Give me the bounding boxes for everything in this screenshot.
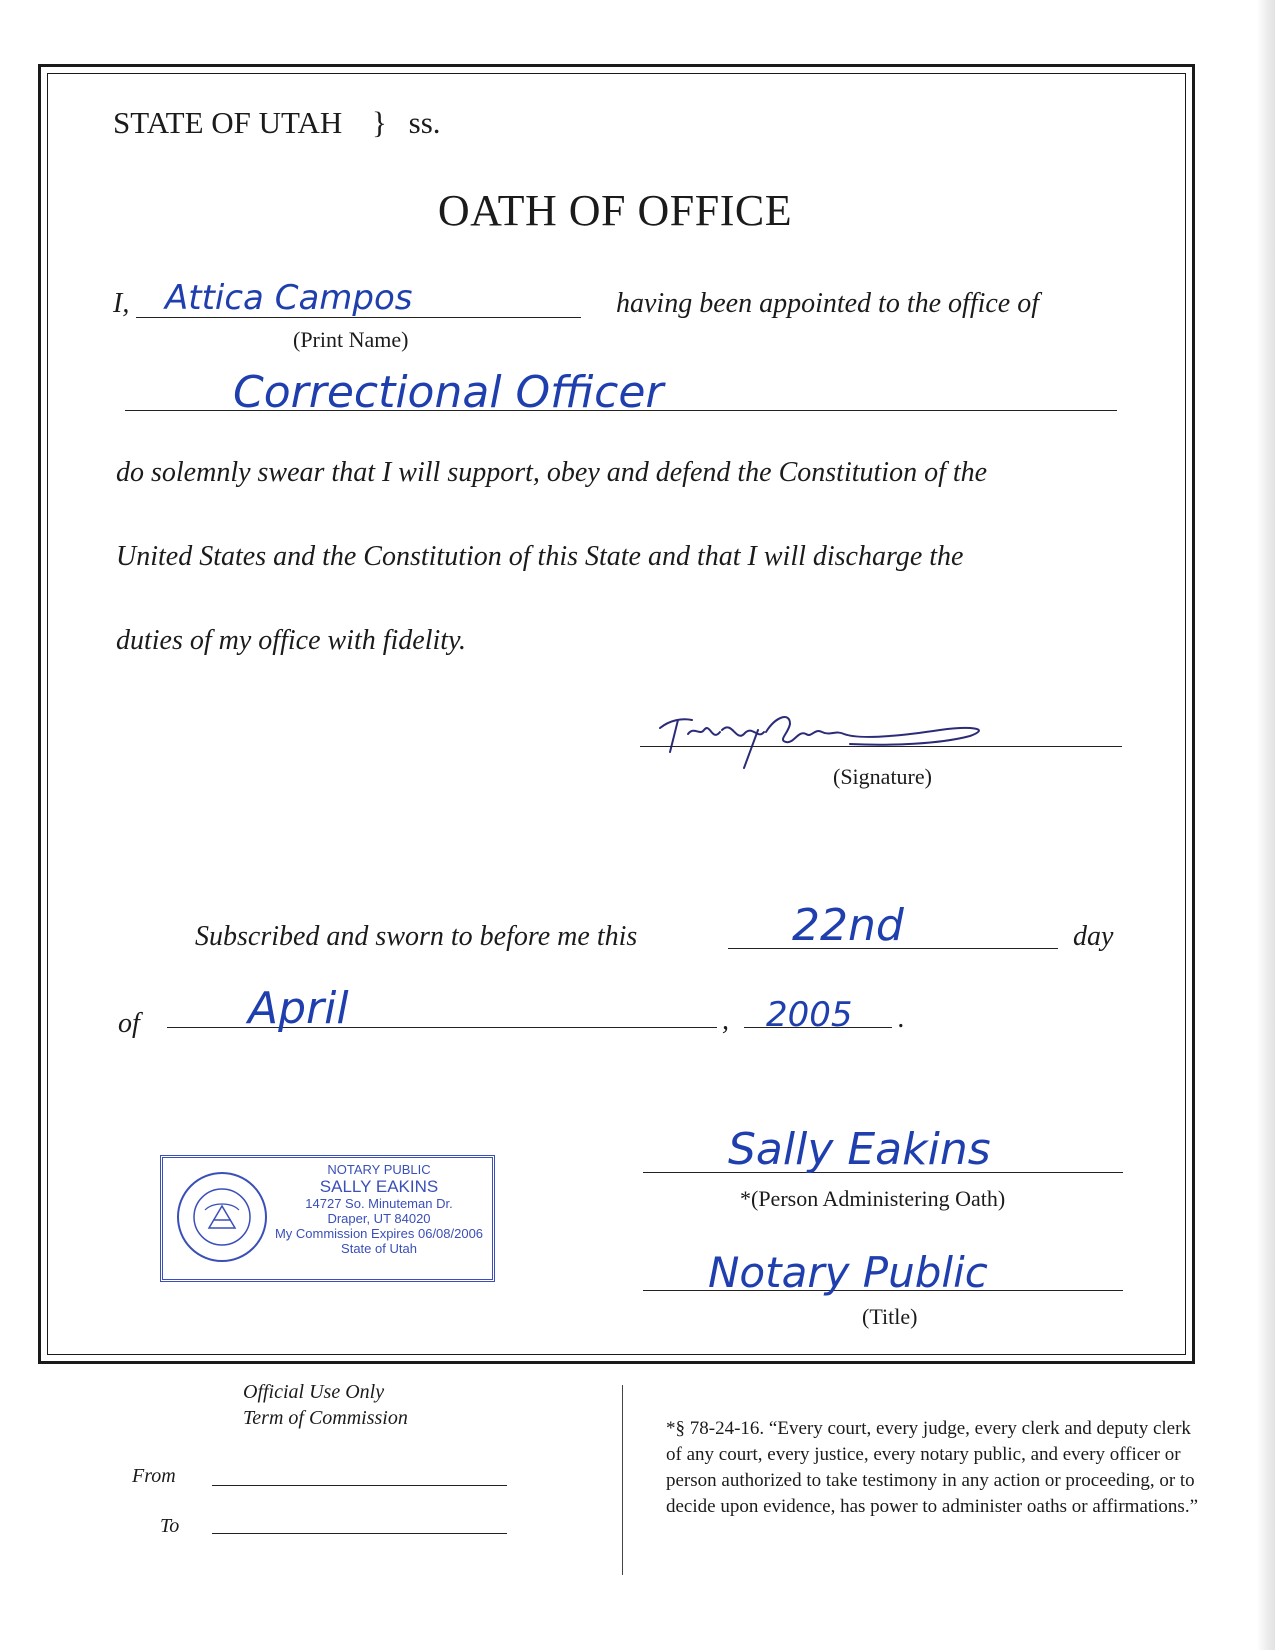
oath-text-line-2: United States and the Constitution of this State and that I will discharge the bbox=[116, 541, 964, 572]
year-value: 2005 bbox=[766, 995, 853, 1035]
print-name-caption: (Print Name) bbox=[293, 327, 409, 352]
stamp-line-5: My Commission Expires 06/08/2006 bbox=[274, 1226, 484, 1241]
oath-text-line-1: do solemnly swear that I will support, obey and defend the Constitution of the bbox=[116, 457, 988, 488]
page-edge-shadow bbox=[1257, 0, 1275, 1650]
stamp-text-block bbox=[273, 1162, 485, 1256]
of-label: of bbox=[118, 1008, 140, 1039]
statute-footnote: *§ 78-24-16. “Every court, every judge, every clerk and deputy clerk of any court, every justice, every notary public, and every officer or person authorized to take testimony in any action or proceeding, or to decide upon evidence, has power to administer oaths or affirmations.” bbox=[666, 1418, 1199, 1517]
stamp-line-1: NOTARY PUBLIC bbox=[327, 1162, 431, 1177]
document-title: OATH OF OFFICE bbox=[437, 186, 793, 235]
day-label: day bbox=[1073, 921, 1114, 952]
stamp-line-2: SALLY EAKINS bbox=[319, 1177, 439, 1196]
state-heading bbox=[113, 105, 441, 141]
signature-caption: (Signature) bbox=[833, 764, 932, 789]
administrator-signature: Sally Eakins bbox=[728, 1124, 991, 1175]
term-of-commission-heading: Term of Commission bbox=[243, 1407, 408, 1429]
comma-symbol: , bbox=[722, 1005, 729, 1036]
period-symbol: . bbox=[898, 1003, 905, 1034]
sworn-prefix: Subscribed and sworn to before me this bbox=[195, 921, 638, 952]
stamp-line-6: State of Utah bbox=[341, 1241, 417, 1256]
stamp-line-4: Draper, UT 84020 bbox=[327, 1211, 431, 1226]
stamp-line-3: 14727 So. Minuteman Dr. bbox=[305, 1196, 453, 1211]
state-seal-icon bbox=[175, 1170, 269, 1264]
to-label: To bbox=[160, 1515, 180, 1537]
title-value: Notary Public bbox=[708, 1248, 988, 1297]
to-line bbox=[212, 1533, 507, 1534]
official-use-heading: Official Use Only bbox=[243, 1381, 385, 1403]
print-name-value: Attica Campos bbox=[165, 278, 413, 318]
ss-label: ss. bbox=[408, 105, 441, 140]
notary-stamp bbox=[160, 1155, 495, 1282]
month-value: April bbox=[248, 983, 349, 1034]
title-caption: (Title) bbox=[862, 1304, 918, 1329]
oath-text-line-3: duties of my office with fidelity. bbox=[116, 625, 466, 656]
section-divider bbox=[622, 1385, 623, 1575]
appointed-text: having been appointed to the office of bbox=[616, 288, 1040, 319]
administrator-caption: *(Person Administering Oath) bbox=[740, 1186, 1006, 1211]
day-value: 22nd bbox=[792, 900, 904, 951]
state-label: STATE OF UTAH bbox=[113, 105, 343, 140]
brace-symbol: } bbox=[372, 105, 387, 140]
from-line bbox=[212, 1485, 507, 1486]
i-label: I, bbox=[113, 288, 130, 319]
signature-line bbox=[640, 746, 1122, 747]
office-value: Correctional Officer bbox=[233, 367, 664, 418]
from-label: From bbox=[132, 1465, 176, 1487]
